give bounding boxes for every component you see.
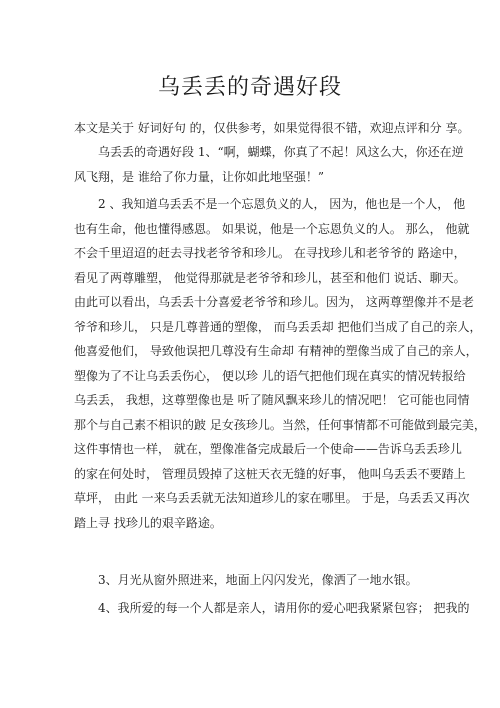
paragraph-2-line: 看见了两尊雕塑， 他觉得那就是老爷爷和珍儿，甚至和他们 说话、聊天。 — [74, 270, 466, 285]
intro-text: 本文是关于 好词好句 的，仅供参考，如果觉得很不错，欢迎点评和分 享。 — [74, 121, 470, 135]
paragraph-2-line: 不会千里迢迢的赶去寻找老爷爷和珍儿。 在寻找珍儿和老爷爷的 路途中， — [74, 246, 466, 260]
document-title: 乌丢丢的奇遇好段 — [157, 75, 342, 100]
paragraph-2-line: 爷爷和珍儿， 只是几尊普通的塑像， 而乌丢丢却 把他们当成了自己的亲人， — [74, 319, 482, 334]
paragraph-1-line: 风飞翔，是 谁给了你力量，让你如此地坚强！” — [74, 169, 324, 184]
paragraph-3 — [74, 568, 454, 593]
paragraph-2-line: 塑像为了不让乌丢丢伤心， 便以珍 儿的语气把他们现在真实的情况转报给 — [74, 368, 466, 383]
paragraph-2 — [74, 192, 486, 535]
paragraph-2-line: 他喜爱他们， 导致他误把几尊没有生命却 有精神的塑像当成了自己的亲人， — [74, 344, 478, 358]
paragraph-2-line: 草坪， 由此 一来乌丢丢就无法知道珍儿的家在哪里。 于是，乌丢丢又再次 — [74, 491, 470, 505]
paragraph-1 — [74, 140, 464, 189]
paragraph-3-line: 3、月光从窗外照进来，地面上闪闪发光，像洒了一地水银。 — [98, 573, 418, 587]
paragraph-2-line: 那个与自己素不相识的跛 足女孩珍儿。当然，任何事情都不可能做到最完美， — [74, 417, 486, 432]
paragraph-1-line: 乌丢丢的奇遇好段 1、“啊，蝴蝶，你真了不起！风这么大，你还在逆 — [98, 145, 464, 159]
paragraph-2-line: 这件事情也一样， 就在，塑像准备完成最后一个使命——告诉乌丢丢珍儿 — [74, 442, 462, 456]
paragraph-4 — [74, 596, 470, 621]
paragraph-2-line: 也有生命，他也懂得感恩。 如果说，他是一个忘恩负义的人。 那么， 他就 — [74, 221, 470, 236]
paragraph-2-line: 乌丢丢， 我想，这尊塑像也是 听了随风飘来珍儿的情况吧！ 它可能也同情 — [74, 393, 470, 407]
paragraph-2-line: 2 、我知道乌丢丢不是一个忘恩负义的人， 因为，他也是一个人， 他 — [98, 197, 466, 211]
paragraph-2-line: 由此可以看出，乌丢丢十分喜爱老爷爷和珍儿。因为， 这两尊塑像并不是老 — [74, 295, 474, 309]
paragraph-2-line: 的家在何处时， 管理员毁掉了这桩天衣无缝的好事， 他叫乌丢丢不要踏上 — [74, 466, 466, 481]
paragraph-4-line: 4、我所爱的每一个人都是亲人，请用你的爱心吧我紧紧包容； 把我的 — [98, 601, 470, 615]
paragraph-2-line: 踏上寻 找珍儿的艰辛路途。 — [74, 515, 222, 530]
